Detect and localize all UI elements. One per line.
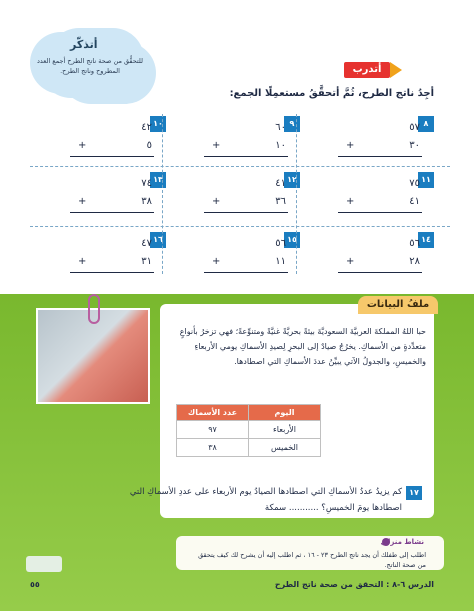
plus-sign: + [346,256,355,267]
problem-number: ٨ [418,116,434,132]
publisher-logo [26,556,62,572]
minuend: ٦٠ [275,122,286,133]
home-activity-text: اطلب إلى طفلك أن يجد ناتج الطرح ٢٣ - ١٦ ، ثم اطلب إليه أن يشرح لك كيف يتحقق من صحة الناتج. [198,551,426,569]
row-divider [30,226,450,227]
answer-line [338,156,422,157]
answer-line [204,272,288,273]
tag-arrow-icon [390,62,402,78]
page-number: ٥٥ [30,580,40,589]
problem-15 [192,232,300,282]
minuend: ٧٥ [409,178,420,189]
answer-line [338,212,422,213]
subtrahend: ٣١ [141,256,152,267]
row-divider [30,166,450,167]
problem-number: ١٧ [406,486,422,500]
table-cell: الخميس [249,439,321,457]
subtrahend: ١١ [275,256,286,267]
reminder-title: أتذكّر [70,38,98,51]
problem-13 [58,172,166,222]
answer-line [338,272,422,273]
answer-line [70,156,154,157]
answer-line [70,212,154,213]
minuend: ٥٧ [409,122,420,133]
paperclip-icon [88,294,100,324]
table-cell: ٣٨ [177,439,249,457]
plus-sign: + [78,196,87,207]
problem-11 [326,172,434,222]
table-header-day: اليوم [249,405,321,421]
problem-9 [192,116,300,166]
fish-table [176,404,321,457]
subtrahend: ٢٨ [409,256,420,267]
plus-sign: + [346,196,355,207]
table-header-count: عدد الأسماك [177,405,249,421]
home-activity-title: نشاط منزلي [380,538,424,546]
lesson-title: الدرس ٦-٨ : التحقق من صحة ناتج الطرح [274,580,434,589]
minuend: ٥٦ [409,238,420,249]
question-17: كم يزيدُ عددُ الأسماكِ التي اصطادها الصيادُ يوم الأربعاء على عددِ الأسماكِ التي اصطادها يومَ الخميسِ؟ ........... سمكة [129,487,402,513]
data-paragraph: حبا اللهُ المملكةَ العربيَّةَ السعوديَّةَ بيئةً بحريَّةً غنيَّةً ومتنوِّعةً؛ فهي تزخرُ بأنواعٍ متعدِّدةٍ من الأسماكِ. يخرُجُ صيادٌ إلى البحرِ لِصيدِ الأسماكِ يومي الأربعاءِ والخميسِ، والجدولُ الآتي يبيِّنُ عددَ الأسماكِ التي اصطادها. [179,327,426,366]
minuend: ٧٤ [141,178,152,189]
plus-sign: + [212,140,221,151]
data-file-title: ملفُ البيانات [358,296,438,314]
minuend: ٤٢ [141,122,152,133]
problem-number: ١٢ [284,172,300,188]
minuend: ٥٦ [275,238,286,249]
problem-12 [192,172,300,222]
instruction: أجِدُ ناتج الطرح، ثُمَّ أتحقَّقُ مستعمِلًا الجمع: [229,88,434,99]
subtrahend: ٤١ [409,196,420,207]
problem-number: ١٠ [150,116,166,132]
practice-tag: أتدرب [344,62,390,78]
answer-line [204,212,288,213]
answer-line [204,156,288,157]
problem-8 [326,116,434,166]
plus-sign: + [212,196,221,207]
column-divider [162,114,163,274]
subtrahend: ١٠ [275,140,286,151]
table-cell: ٩٧ [177,421,249,439]
problem-16 [58,232,166,282]
problem-14 [326,232,434,282]
problem-number: ١٥ [284,232,300,248]
table-row [177,439,321,457]
table-cell: الأربعاء [249,421,321,439]
plus-sign: + [78,140,87,151]
subtrahend: ٣٦ [275,196,286,207]
problem-number: ١٣ [150,172,166,188]
subtrahend: ٥ [146,140,152,151]
problem-number: ١٤ [418,232,434,248]
plus-sign: + [78,256,87,267]
answer-line [70,272,154,273]
reminder-text: للتحقُّق من صحة ناتج الطرح أجمع العدد المطروح وناتج الطرح. [37,57,143,75]
subtrahend: ٣٨ [141,196,152,207]
minuend: ٤١ [275,178,286,189]
problem-10 [58,116,166,166]
problem-number: ١٦ [150,232,166,248]
minuend: ٤٧ [141,238,152,249]
plus-sign: + [212,256,221,267]
table-row [177,421,321,439]
subtrahend: ٣٠ [409,140,420,151]
problem-number: ٩ [284,116,300,132]
column-divider [296,114,297,274]
problem-number: ١١ [418,172,434,188]
plus-sign: + [346,140,355,151]
